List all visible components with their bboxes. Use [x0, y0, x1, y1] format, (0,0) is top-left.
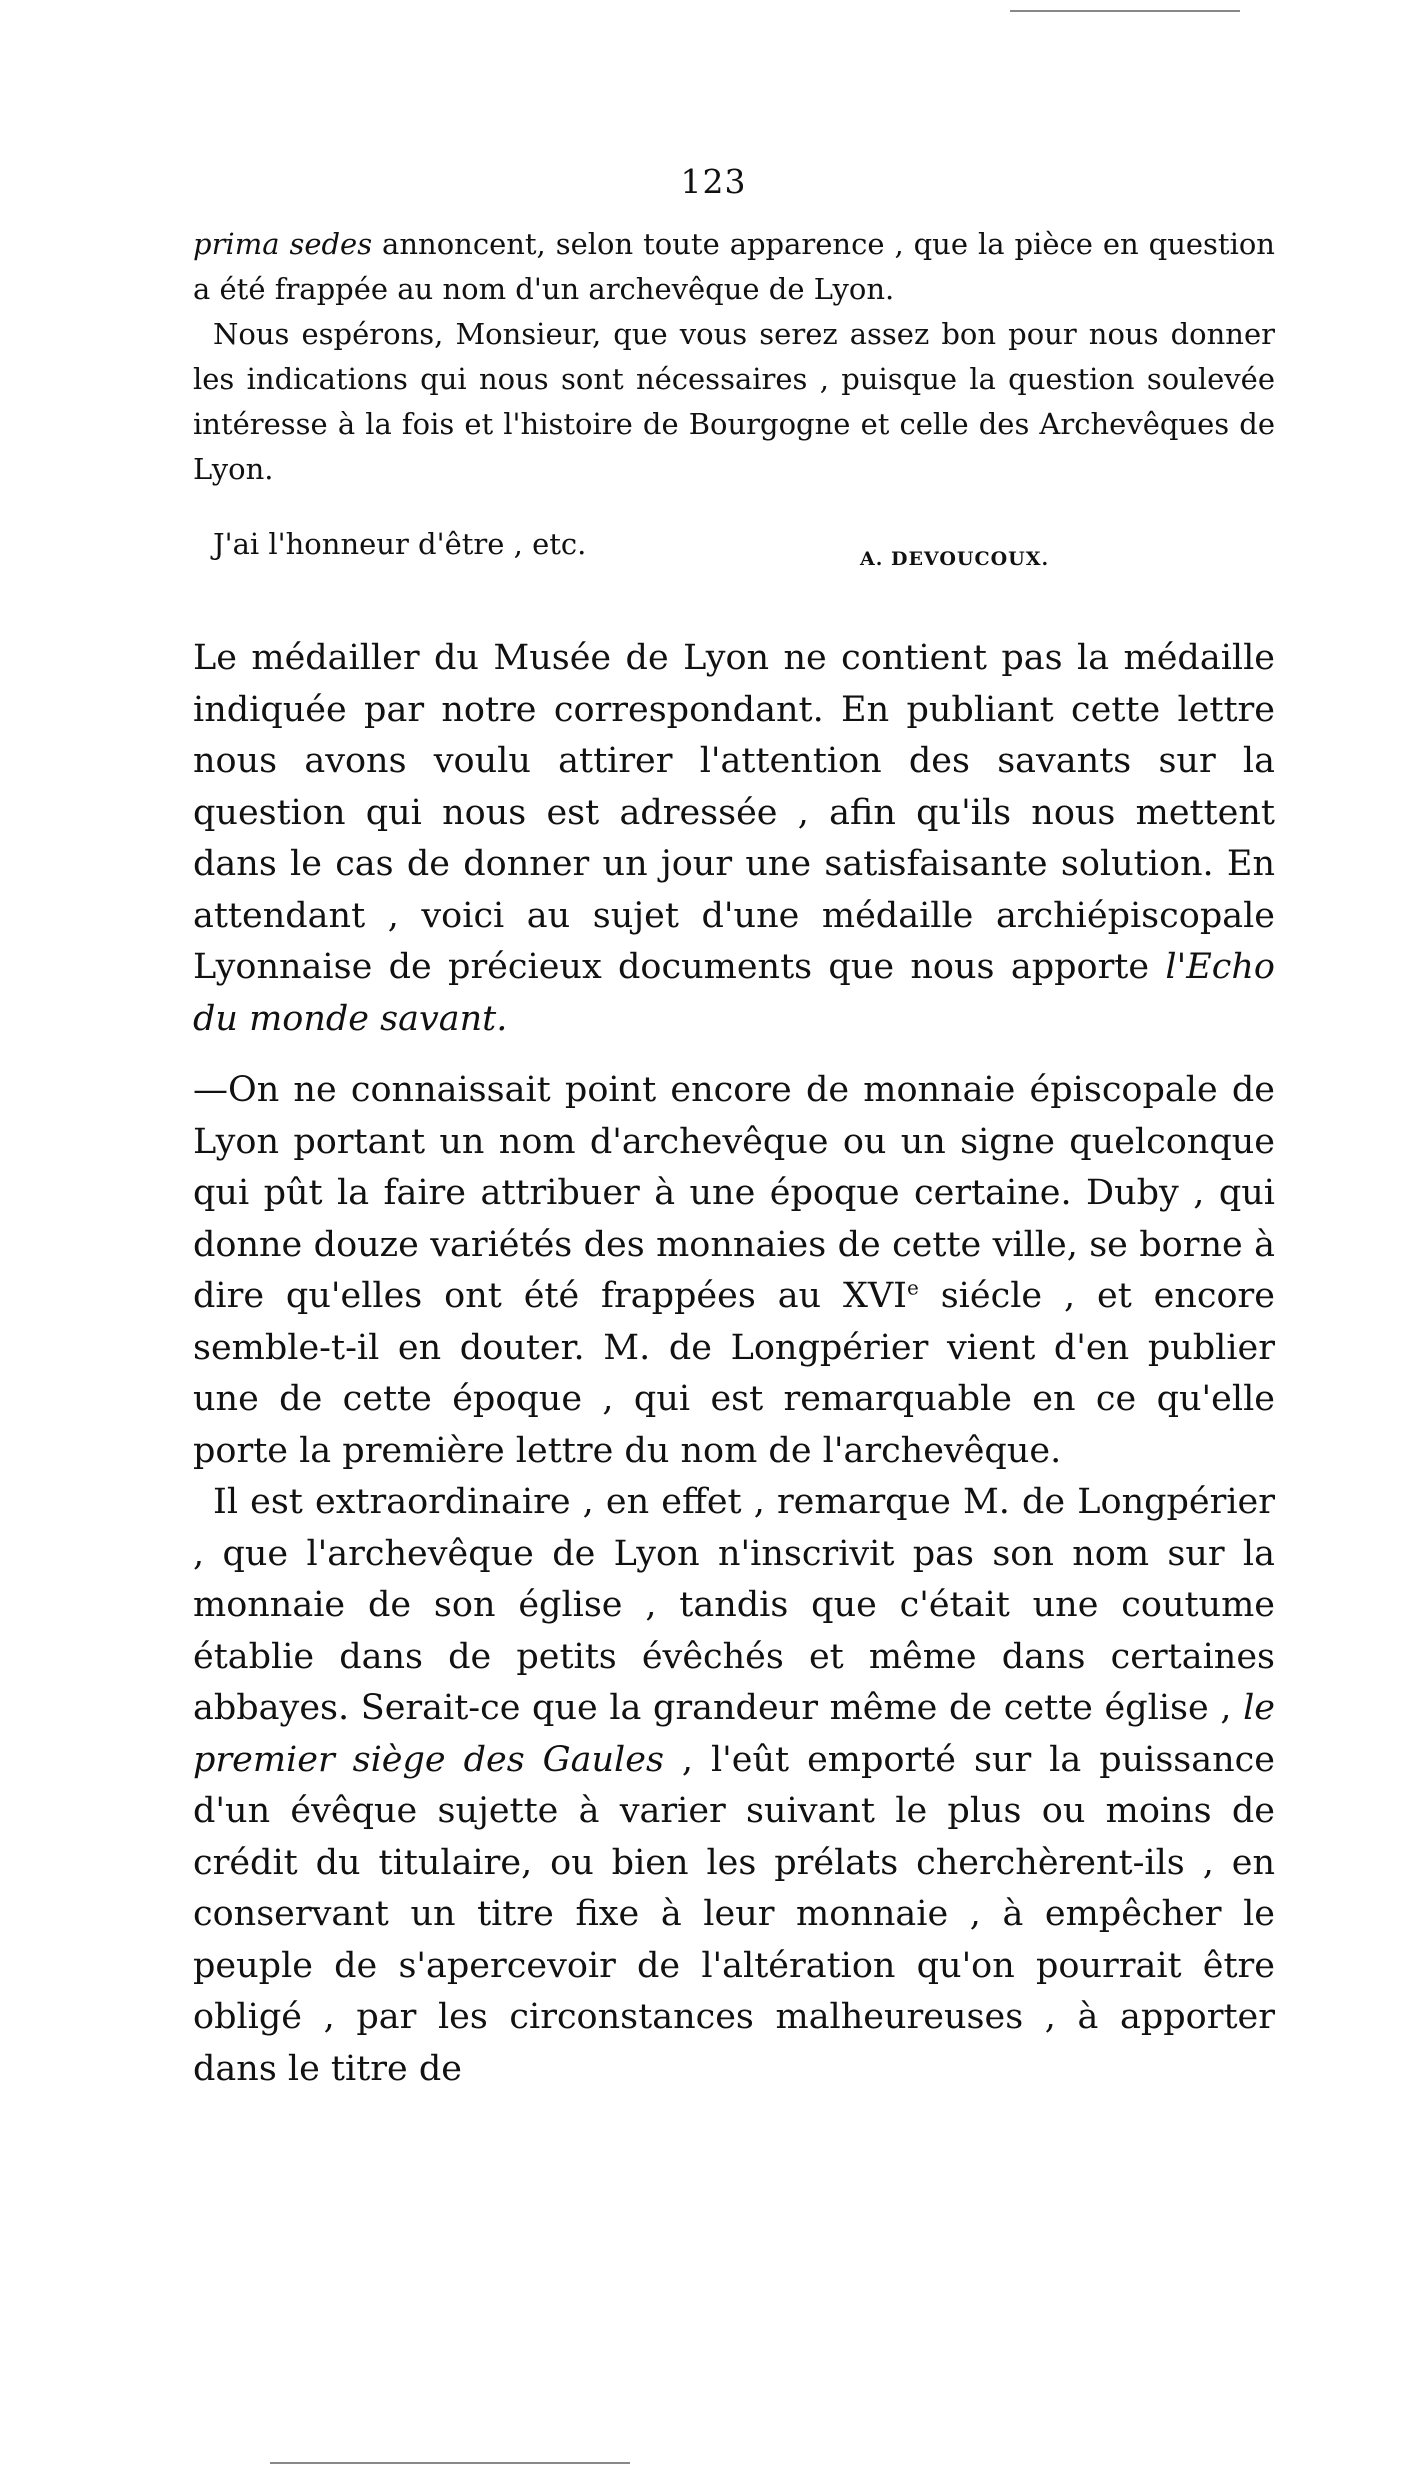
editorial-paragraph — [193, 633, 1275, 1045]
letter-paragraph-1-text: annoncent, selon toute apparence , que la pièce en question a été frappée au nom d'un archevêque de Lyon. — [193, 227, 1275, 306]
letter-closing: J'ai l'honneur d'être , etc. — [213, 527, 587, 561]
scan-edge-mark-bottom — [270, 2462, 630, 2464]
page-number: 123 — [680, 162, 747, 201]
article-paragraph-2-text-cont: , l'eût emporté sur la puissance d'un évêque sujette à varier suivant le plus ou moins de crédit du titulaire, ou bien les prélats cherchèrent-ils , en conservant un titre fixe à leur monnaie , à empêcher le peuple de s'apercevoir de l'altération qu'on pourrait être obligé , par les circonstances malheureuses , à apporter dans le titre de — [193, 1739, 1275, 2089]
article-paragraph-2-text: Il est extraordinaire , en effet , remarque M. de Longpérier , que l'archevêque de Lyon n'inscrivit pas son nom sur la monnaie de son église , tandis que c'était une coutume établie dans de petits évêchés et même dans certaines abbayes. Serait-ce que la grandeur même de cette église , — [193, 1482, 1275, 1728]
letter-paragraph-2: Nous espérons, Monsieur, que vous serez assez bon pour nous donner les indications qui nous sont nécessaires , puisque la question soulevée intéresse à la fois et l'histoire de Bourgogne et celle des Archevêques de Lyon. — [193, 317, 1275, 486]
editorial-paragraph-text: Le médailler du Musée de Lyon ne contient pas la médaille indiquée par notre correspondant. En publiant cette lettre nous avons voulu attirer l'attention des savants sur la question qui nous est adressée , afin qu'ils nous mettent dans le cas de donner un jour une satisfaisante solution. En attendant , voici au sujet d'une médaille archiépiscopale Lyonnaise de précieux documents que nous apporte — [193, 638, 1275, 987]
editorial-note — [193, 633, 1275, 1045]
scan-edge-mark-top — [1010, 10, 1240, 12]
letter-latin-phrase: prima sedes — [193, 227, 373, 261]
article-italic-phrase: le premier siège des Gaules — [193, 1688, 1275, 1780]
letter-excerpt — [193, 222, 1275, 567]
article-paragraph-2 — [193, 1477, 1275, 2095]
article-paragraph-1 — [193, 1065, 1275, 1477]
quoted-article — [193, 1065, 1275, 2095]
article-paragraph-1-text: —On ne connaissait point encore de monnaie épiscopale de Lyon portant un nom d'archevêque ou un signe quelconque qui pût la faire attribuer à une époque certaine. Duby , qui donne douze variétés des monnaies de cette ville, se borne à dire qu'elles ont été frappées au XVI — [193, 1070, 1275, 1316]
article-paragraph-1-text-cont: siécle , et encore semble-t-il en douter. M. de Longpérier vient d'en publier une de cette époque , qui est remarquable en ce qu'elle porte la première lettre du nom de l'archevêque. — [193, 1276, 1276, 1471]
century-superscript: e — [907, 1275, 919, 1300]
letter-paragraph-1 — [193, 222, 1275, 312]
editorial-source-title: l'Echo du monde savant. — [193, 947, 1275, 1039]
letter-signature: A. DEVOUCOUX. — [860, 548, 1050, 570]
